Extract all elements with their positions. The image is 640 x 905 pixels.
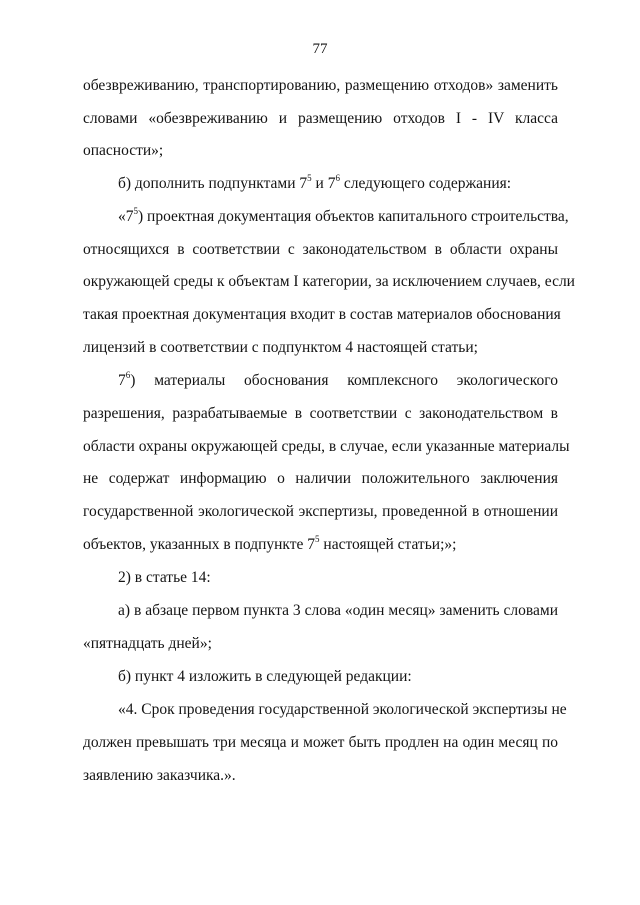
- page-number: 77: [312, 41, 328, 57]
- superscript: 5: [133, 205, 138, 216]
- text-fragment: «7: [118, 208, 134, 225]
- text-line-21: должен превышать три месяца и может быть продлен на один месяц по: [83, 734, 558, 751]
- text-line-10: [118, 371, 558, 391]
- text-line-2: словами «обезвреживанию и размещению отходов I - IV класса: [83, 110, 558, 127]
- text-line-17: а) в абзаце первом пункта 3 слова «один месяц» заменить словами: [118, 602, 558, 619]
- text-fragment: ) материалы обоснования комплексного экологического: [130, 372, 558, 389]
- text-line-12: области охраны окружающей среды, в случае, если указанные материалы: [83, 438, 570, 455]
- superscript: 5: [307, 172, 312, 183]
- text-line-3: опасности»;: [83, 142, 164, 159]
- superscript: 6: [335, 172, 340, 183]
- text-fragment: [118, 369, 558, 389]
- text-line-20: «4. Срок проведения государственной экологической экспертизы не: [118, 701, 567, 718]
- text-line-9: лицензий в соответствии с подпунктом 4 настоящей статьи;: [83, 339, 478, 356]
- text-line-14: государственной экологической экспертизы, проведенной в отношении: [83, 503, 558, 520]
- text-fragment: 7: [118, 372, 126, 389]
- text-line-4: [118, 174, 558, 194]
- text-line-16: 2) в статье 14:: [118, 569, 211, 586]
- text-line-13: не содержат информацию о наличии положительного заключения: [83, 470, 558, 487]
- text-line-19: б) пункт 4 изложить в следующей редакции:: [118, 668, 412, 685]
- text-line-18: «пятнадцать дней»;: [83, 635, 212, 652]
- text-fragment: ) проектная документация объектов капитального строительства,: [138, 208, 569, 225]
- text-fragment: б) дополнить подпунктами 7: [118, 175, 308, 192]
- text-fragment: следующего содержания:: [339, 175, 512, 192]
- text-line-1: обезвреживанию, транспортированию, размещению отходов» заменить: [83, 77, 558, 94]
- text-line-11: разрешения, разрабатываемые в соответствии с законодательством в: [83, 405, 558, 422]
- text-line-22: заявлению заказчика.».: [83, 767, 236, 784]
- superscript: 6: [125, 369, 131, 380]
- text-fragment: объектов, указанных в подпункте 7: [83, 536, 316, 553]
- text-line-15: [83, 535, 558, 555]
- text-line-6: относящихся в соответствии с законодательством в области охраны: [83, 241, 558, 258]
- text-fragment: настоящей статьи;»;: [319, 536, 457, 553]
- text-line-8: такая проектная документация входит в состав материалов обоснования: [83, 306, 561, 323]
- text-line-5: [118, 205, 569, 227]
- text-fragment: и 7: [311, 175, 336, 192]
- text-line-7: окружающей среды к объектам I категории, за исключением случаев, если: [83, 273, 575, 290]
- superscript: 5: [315, 533, 320, 544]
